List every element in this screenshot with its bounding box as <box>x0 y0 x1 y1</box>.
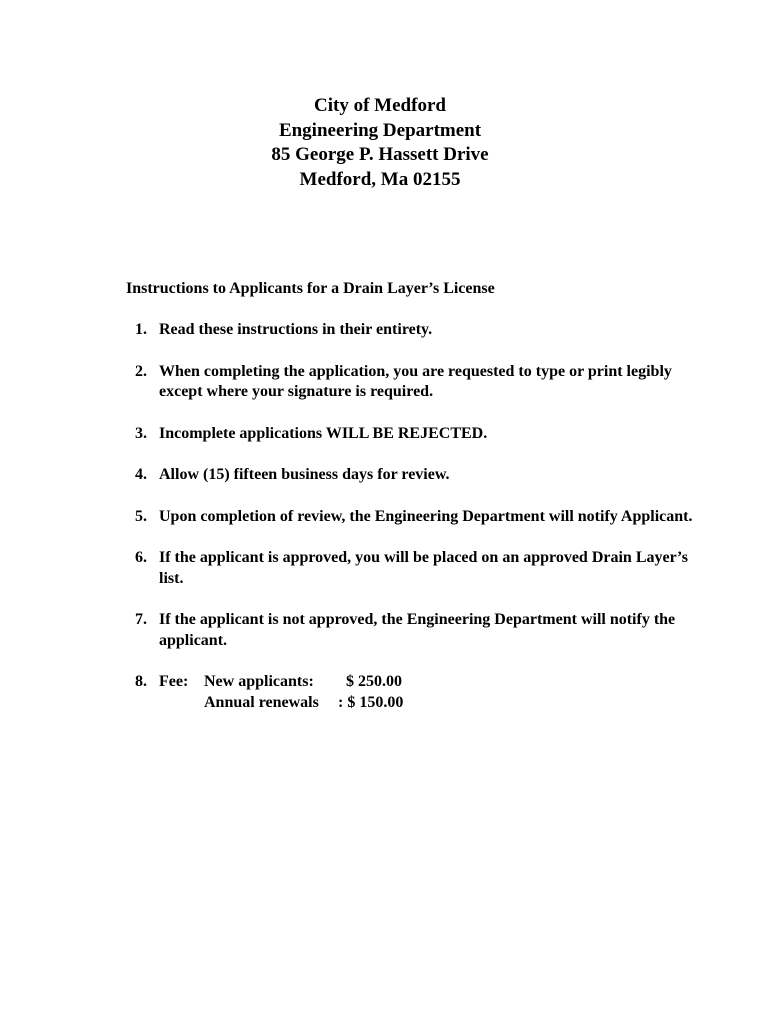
item-text: When completing the application, you are requested to type or print legibly except where your signature is required. <box>159 362 672 400</box>
list-item <box>135 610 695 651</box>
fee-label-spacer <box>159 693 204 714</box>
fee-new-label: New applicants: <box>204 673 314 690</box>
list-item <box>135 424 695 445</box>
street-address: 85 George P. Hassett Drive <box>271 144 489 165</box>
item-number: 4. <box>135 466 147 483</box>
letterhead <box>0 94 760 192</box>
list-item <box>135 362 695 403</box>
item-number: 5. <box>135 507 147 525</box>
item-number: 6. <box>135 549 147 566</box>
item-number: 3. <box>135 424 147 442</box>
fee-new-amount: $ 250.00 <box>346 673 402 690</box>
fee-item <box>135 672 695 713</box>
item-text: Allow (15) fifteen business days for review. <box>159 466 450 483</box>
fee-new-row <box>159 672 695 693</box>
list-item <box>135 465 695 486</box>
fee-label: Fee: <box>159 673 189 690</box>
fee-renewal-amount: : $ 150.00 <box>338 693 404 711</box>
item-text: Read these instructions in their entirety. <box>159 321 433 338</box>
fee-renewal-label: Annual renewals <box>204 693 319 711</box>
department-name: Engineering Department <box>278 119 482 141</box>
item-text: If the applicant is not approved, the Engineering Department will notify the applicant. <box>159 611 676 649</box>
fee-renewal-row <box>159 693 695 714</box>
city-state-zip: Medford, Ma 02155 <box>299 168 461 190</box>
list-item <box>135 320 695 341</box>
item-number: 1. <box>135 321 147 338</box>
item-text: If the applicant is approved, you will be placed on an approved Drain Layer’s list. <box>159 549 688 587</box>
item-text: Incomplete applications WILL BE REJECTED. <box>159 424 488 442</box>
instructions-list <box>135 320 695 734</box>
item-number: 2. <box>135 362 147 380</box>
list-item <box>135 548 695 589</box>
city-name: City of Medford <box>314 95 446 116</box>
item-number: 7. <box>135 611 147 628</box>
item-text: Upon completion of review, the Engineering Department will notify Applicant. <box>159 507 693 525</box>
list-item <box>135 507 695 528</box>
item-number: 8. <box>135 673 147 690</box>
document-title: Instructions to Applicants for a Drain Layer’s License <box>126 280 495 297</box>
